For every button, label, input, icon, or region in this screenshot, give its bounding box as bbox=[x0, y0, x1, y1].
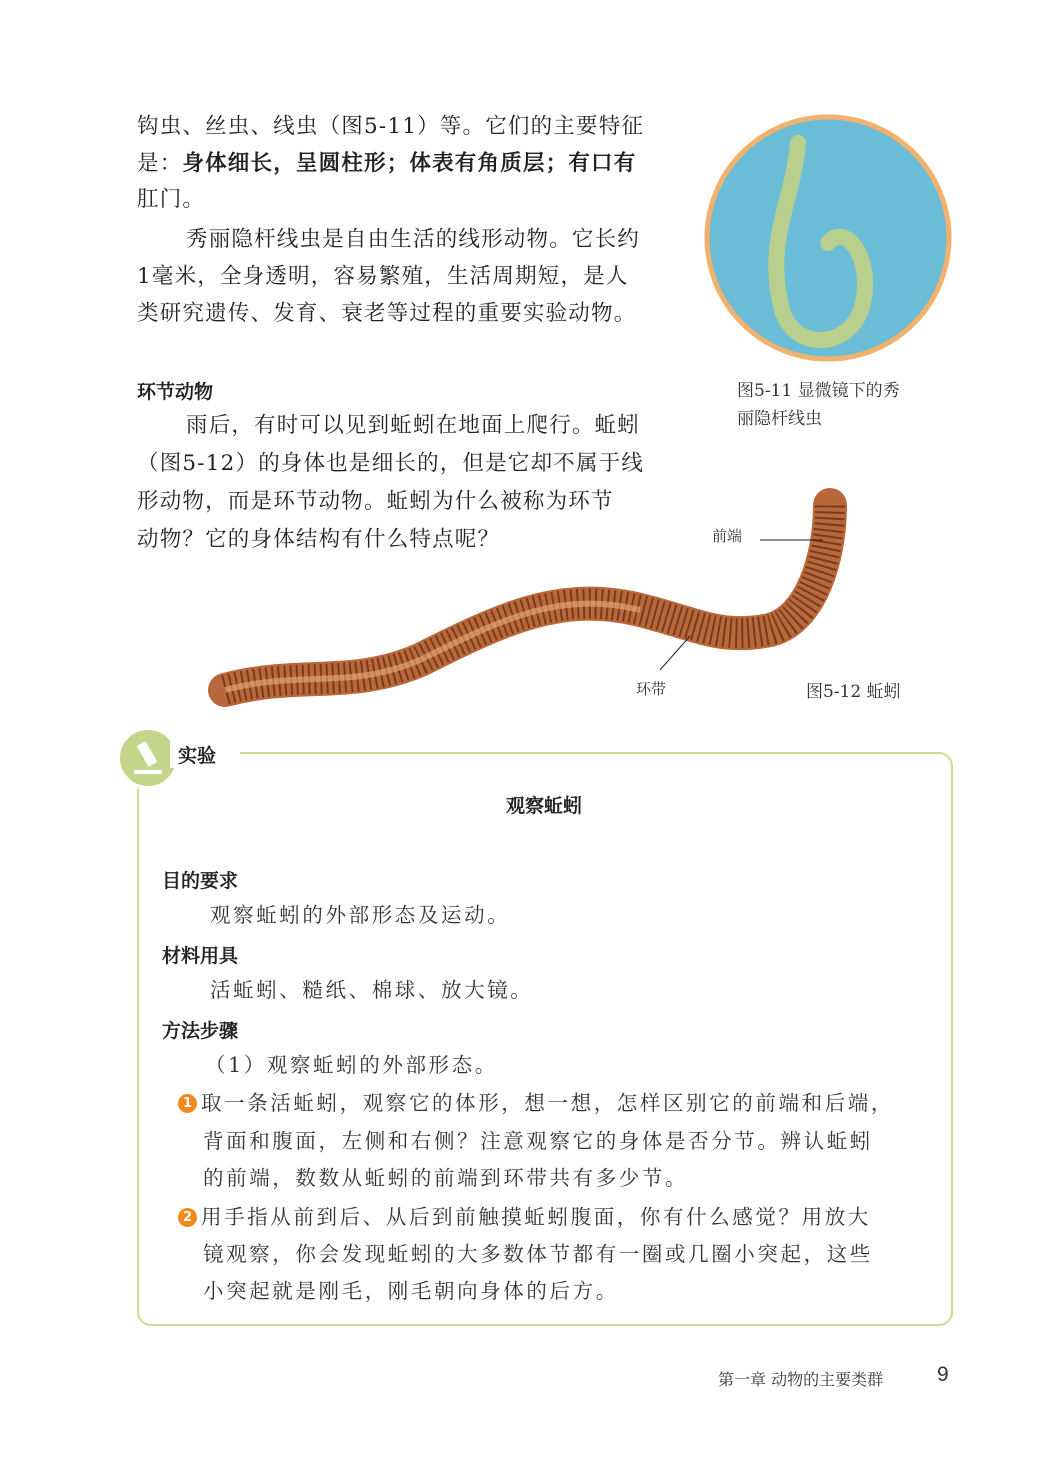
text: 是： bbox=[137, 151, 183, 176]
materials-heading: 材料用具 bbox=[162, 945, 239, 967]
purpose-text: 观察蚯蚓的外部形态及运动。 bbox=[210, 903, 511, 927]
bold-text: 身体细长，呈圆柱形；体表有角质层；有口有 bbox=[182, 151, 637, 176]
section-heading: 环节动物 bbox=[137, 381, 214, 403]
label-clitellum: 环带 bbox=[636, 680, 667, 698]
figure-caption: 图5-11 显微镜下的秀 bbox=[737, 381, 900, 401]
body-line: （图5-12）的身体也是细长的，但是它却不属于线 bbox=[137, 451, 645, 476]
body-line: 肛门。 bbox=[137, 187, 206, 212]
label-front-end: 前端 bbox=[712, 527, 743, 545]
body-line: 雨后，有时可以见到蚯蚓在地面上爬行。蚯蚓 bbox=[186, 413, 641, 438]
body-line: 秀丽隐杆线虫是自由生活的线形动物。它长约 bbox=[186, 227, 641, 252]
item-line: 用手指从前到后、从后到前触摸蚯蚓腹面，你有什么感觉？用放大 bbox=[201, 1205, 871, 1229]
experiment-title: 观察蚯蚓 bbox=[505, 795, 582, 817]
item-line: 镜观察，你会发现蚯蚓的大多数体节都有一圈或几圈小突起，这些 bbox=[203, 1242, 873, 1266]
item-line: 的前端，数数从蚯蚓的前端到环带共有多少节。 bbox=[203, 1166, 689, 1190]
body-line: 1毫米，全身透明，容易繁殖，生活周期短，是人 bbox=[137, 264, 629, 289]
page-number: 9 bbox=[937, 1363, 949, 1386]
figure-caption: 图5-12 蚯蚓 bbox=[806, 682, 901, 702]
number-badge: 2 bbox=[178, 1208, 197, 1227]
item-line: 背面和腹面，左侧和右侧？注意观察它的身体是否分节。辨认蚯蚓 bbox=[203, 1129, 873, 1153]
step-1: （1）观察蚯蚓的外部形态。 bbox=[205, 1053, 498, 1077]
body-line: 形动物，而是环节动物。蚯蚓为什么被称为环节 bbox=[137, 489, 614, 514]
method-heading: 方法步骤 bbox=[162, 1020, 239, 1042]
materials-text: 活蚯蚓、糙纸、棉球、放大镜。 bbox=[210, 978, 534, 1002]
item-line: 取一条活蚯蚓，观察它的体形，想一想，怎样区别它的前端和后端， bbox=[201, 1091, 894, 1115]
experiment-tag: 实验 bbox=[178, 745, 217, 767]
body-line: 钩虫、丝虫、线虫（图5-11）等。它们的主要特征 bbox=[137, 114, 645, 139]
purpose-heading: 目的要求 bbox=[162, 870, 239, 892]
body-line: 类研究遗传、发育、衰老等过程的重要实验动物。 bbox=[137, 301, 637, 326]
item-line: 小突起就是刚毛，刚毛朝向身体的后方。 bbox=[203, 1279, 619, 1303]
figure-caption: 丽隐杆线虫 bbox=[737, 409, 822, 429]
number-badge: 1 bbox=[178, 1094, 197, 1113]
body-line: 动物？它的身体结构有什么特点呢？ bbox=[137, 527, 501, 552]
chapter-footer: 第一章 动物的主要类群 bbox=[718, 1370, 884, 1389]
